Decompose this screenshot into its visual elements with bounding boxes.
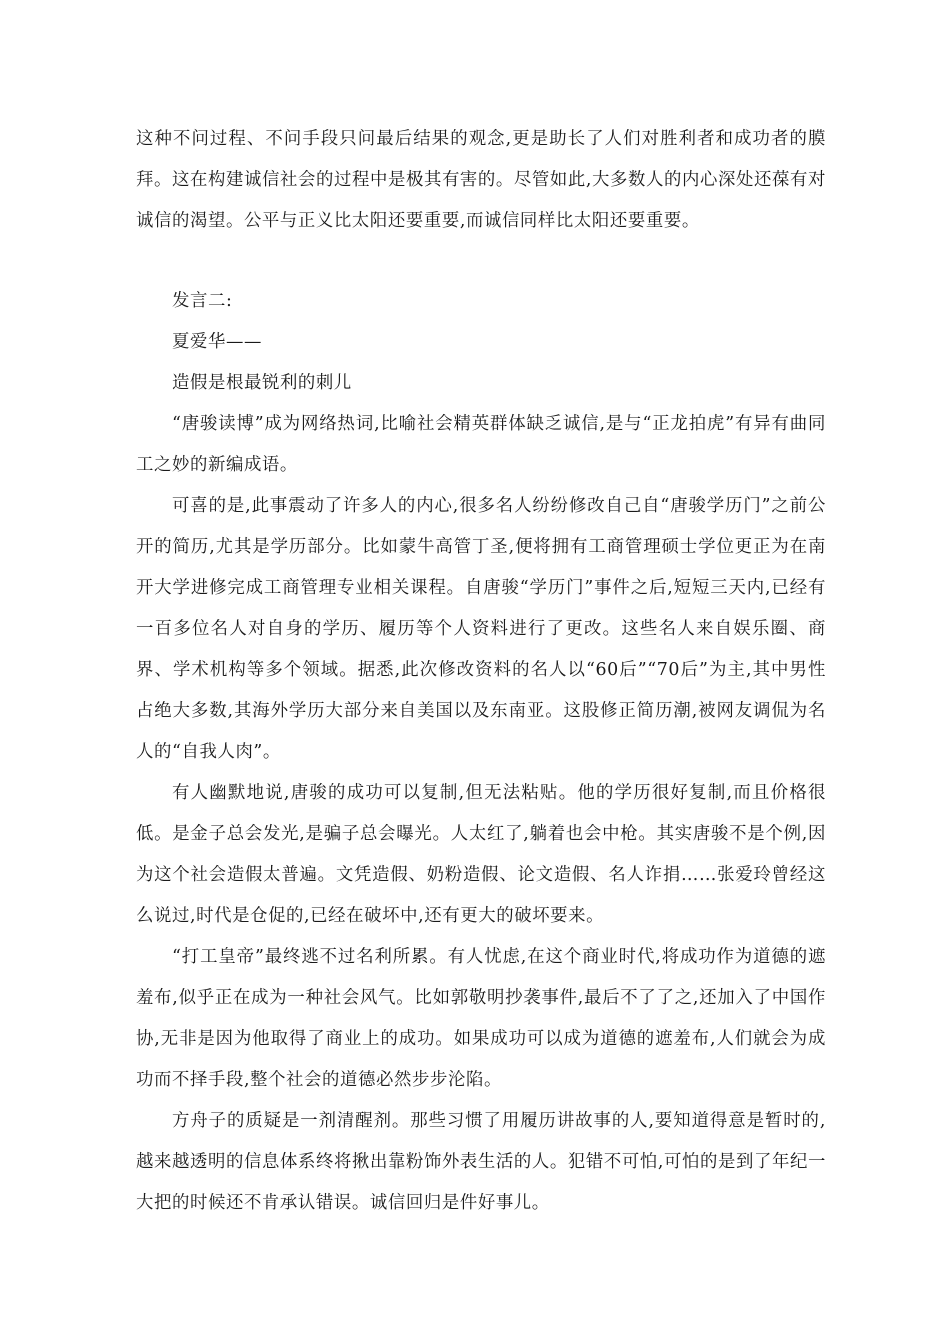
intro-section	[136, 119, 826, 242]
body-paragraph: “唐骏读博”成为网络热词,比喻社会精英群体缺乏诚信,是与“正龙拍虎”有异有曲同工之妙的新编成语。	[136, 414, 826, 475]
speaker-name: 夏爱华——	[172, 332, 262, 352]
body-paragraph: 有人幽默地说,唐骏的成功可以复制,但无法粘贴。他的学历很好复制,而且价格很低。是金子总会发光,是骗子总会曝光。人太红了,躺着也会中枪。其实唐骏不是个例,因为这个社会造假太普遍。文凭造假、奶粉造假、论文造假、名人诈捐……张爱玲曾经这么说过,时代是仓促的,已经在破坏中,还有更大的破坏要来。	[136, 783, 826, 926]
body-paragraph: “打工皇帝”最终逃不过名利所累。有人忧虑,在这个商业时代,将成功作为道德的遮羞布,似乎正在成为一种社会风气。比如郭敬明抄袭事件,最后不了了之,还加入了中国作协,无非是因为他取得了商业上的成功。如果成功可以成为道德的遮羞布,人们就会为成功而不择手段,整个社会的道德必然步步沦陷。	[136, 947, 826, 1090]
body-paragraph: 可喜的是,此事震动了许多人的内心,很多名人纷纷修改自己自“唐骏学历门”之前公开的简历,尤其是学历部分。比如蒙牛高管丁圣,便将拥有工商管理硕士学位更正为在南开大学进修完成工商管理专业相关课程。自唐骏“学历门”事件之后,短短三天内,已经有一百多位名人对自身的学历、履历等个人资料进行了更改。这些名人来自娱乐圈、商界、学术机构等多个领域。据悉,此次修改资料的名人以“60后”“70后”为主,其中男性占绝大多数,其海外学历大部分来自美国以及东南亚。这股修正简历潮,被网友调侃为名人的“自我人肉”。	[136, 496, 826, 762]
speech-label: 发言二:	[172, 291, 233, 311]
intro-paragraph: 这种不问过程、不问手段只问最后结果的观念,更是助长了人们对胜利者和成功者的膜拜。这在构建诚信社会的过程中是极其有害的。尽管如此,大多数人的内心深处还葆有对诚信的渴望。公平与正义比太阳还要重要,而诚信同样比太阳还要重要。	[136, 129, 826, 231]
body-paragraph: 方舟子的质疑是一剂清醒剂。那些习惯了用履历讲故事的人,要知道得意是暂时的,越来越透明的信息体系终将揪出靠粉饰外表生活的人。犯错不可怕,可怕的是到了年纪一大把的时候还不肯承认错误。诚信回归是件好事儿。	[136, 1111, 826, 1213]
speech-section	[136, 281, 826, 1224]
speech-title: 造假是根最锐利的刺儿	[172, 373, 352, 393]
